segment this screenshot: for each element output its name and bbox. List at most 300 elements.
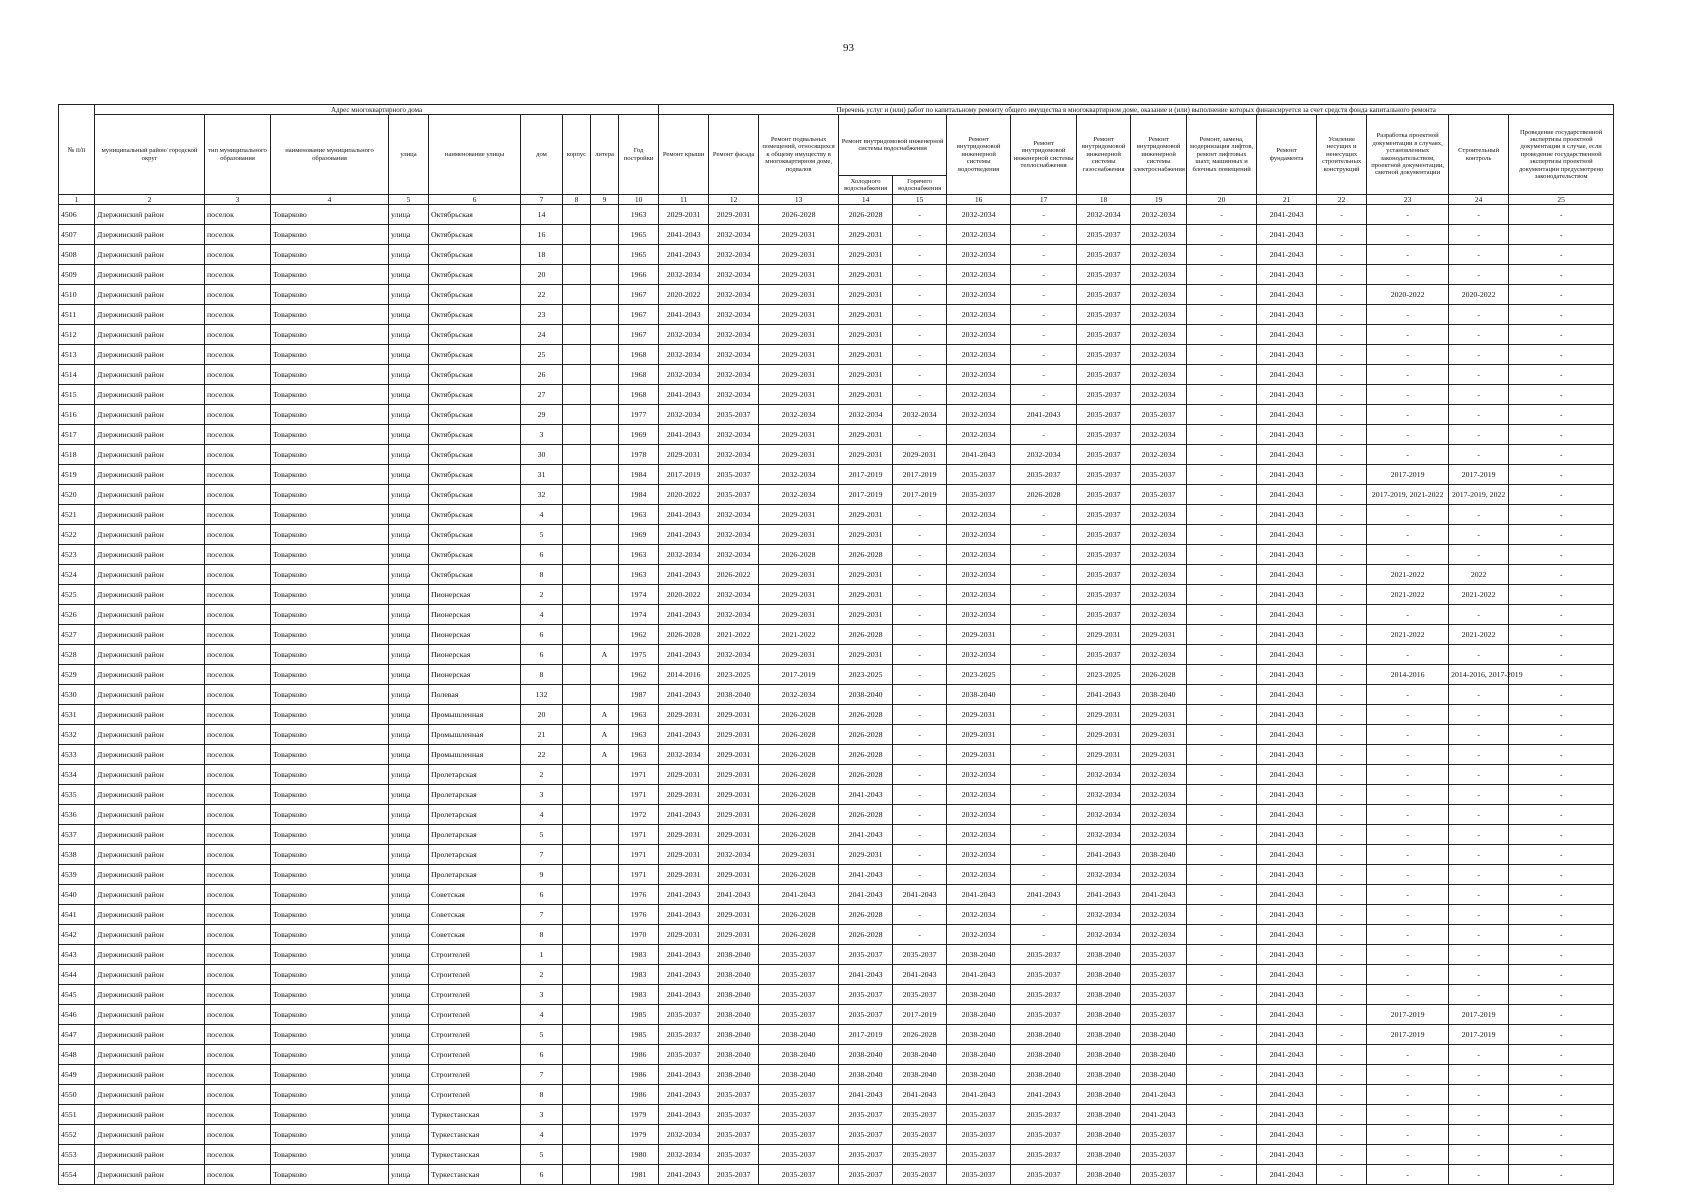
table-cell: - [1187,585,1257,605]
table-cell: 2041-2043 [839,785,893,805]
table-cell: 3 [521,1105,563,1125]
table-cell: 2032-2034 [1131,325,1187,345]
table-cell: 1976 [619,885,659,905]
table-cell: 1971 [619,765,659,785]
table-cell: 3 [521,425,563,445]
table-cell: поселок [205,285,271,305]
table-cell: Октябрьская [429,485,521,505]
table-cell: 2041-2043 [893,1085,947,1105]
table-cell: 2017-2019, 2022 [1449,485,1509,505]
table-cell [591,325,619,345]
table-cell: - [1509,585,1614,605]
table-cell: 2041-2043 [659,905,709,925]
table-cell: 2032-2034 [759,405,839,425]
table-row [59,425,1614,445]
table-cell: 2032-2034 [947,765,1011,785]
table-cell: 1979 [619,1125,659,1145]
table-cell: 2032-2034 [709,385,759,405]
table-cell [563,485,591,505]
table-cell: 1963 [619,205,659,225]
column-number: 6 [429,195,521,205]
table-cell: Строителей [429,945,521,965]
table-cell: 2041-2043 [759,885,839,905]
table-cell: 2038-2040 [709,685,759,705]
table-cell: 2029-2031 [659,765,709,785]
table-cell: 2041-2043 [1131,885,1187,905]
table-cell: 1986 [619,1045,659,1065]
table-cell: - [1509,865,1614,885]
table-cell: 26 [521,365,563,385]
table-cell: - [1011,345,1077,365]
table-cell: 2035-2037 [759,985,839,1005]
table-cell: 2035-2037 [839,1105,893,1125]
header-foundation: Ремонт фундамента [1257,115,1317,195]
table-cell [563,205,591,225]
table-cell: 2035-2037 [1077,405,1131,425]
table-cell: 2041-2043 [1131,1105,1187,1125]
table-cell: 2017-2019 [893,465,947,485]
table-cell: 2029-2031 [1077,625,1131,645]
table-cell: Промышленная [429,725,521,745]
table-cell: 2038-2040 [1077,1065,1131,1085]
table-cell: 2032-2034 [947,285,1011,305]
table-cell: 2041-2043 [659,605,709,625]
table-cell: 2026-2028 [759,925,839,945]
table-body [59,205,1614,1185]
table-cell: Октябрьская [429,545,521,565]
table-cell: Товарково [271,225,389,245]
table-cell: 2032-2034 [1131,865,1187,885]
table-cell: 4510 [59,285,95,305]
table-cell: - [1187,345,1257,365]
table-row [59,245,1614,265]
table-cell: 2038-2040 [947,1045,1011,1065]
table-cell: Октябрьская [429,465,521,485]
table-cell: - [1449,1085,1509,1105]
table-cell: Товарково [271,965,389,985]
table-cell: - [1367,225,1449,245]
table-cell [591,785,619,805]
table-cell: - [1509,545,1614,565]
table-cell [591,965,619,985]
table-cell: 2021-2022 [1367,585,1449,605]
table-cell: 4513 [59,345,95,365]
table-cell: 1971 [619,865,659,885]
table-cell: 2029-2031 [759,385,839,405]
table-cell: 2029-2031 [709,765,759,785]
table-cell: - [1187,465,1257,485]
table-cell: 2032-2034 [947,245,1011,265]
table-cell: улица [389,945,429,965]
table-cell: 4 [521,605,563,625]
table-cell: - [1187,945,1257,965]
table-cell: 2026-2028 [659,625,709,645]
table-cell: 2035-2037 [759,945,839,965]
table-cell: 4 [521,1125,563,1145]
table-cell: Строителей [429,1025,521,1045]
table-cell: Дзержинский район [95,725,205,745]
table-cell: Дзержинский район [95,965,205,985]
table-cell [563,465,591,485]
table-cell: 4525 [59,585,95,605]
table-cell: - [1317,925,1367,945]
table-cell: - [1509,825,1614,845]
table-cell: улица [389,785,429,805]
table-cell: 2041-2043 [1257,325,1317,345]
table-cell: 2029-2031 [659,205,709,225]
table-cell: - [1187,725,1257,745]
table-cell: 2035-2037 [759,1145,839,1165]
table-cell: 31 [521,465,563,485]
table-cell: поселок [205,805,271,825]
table-row [59,685,1614,705]
table-cell: - [1449,305,1509,325]
table-cell: 2041-2043 [709,885,759,905]
table-cell: 30 [521,445,563,465]
table-cell: 2035-2037 [893,1145,947,1165]
table-cell: 2035-2037 [839,1005,893,1025]
table-cell [563,705,591,725]
table-cell: - [1509,625,1614,645]
table-cell: 4520 [59,485,95,505]
table-cell: - [1011,265,1077,285]
table-cell: 2041-2043 [1257,705,1317,725]
header-elevator: Ремонт, замена, модернизация лифтов, ремонт лифтовых шахт, машинных и блочных помещений [1187,115,1257,195]
table-cell: 2029-2031 [839,365,893,385]
table-cell: Дзержинский район [95,585,205,605]
table-cell: - [1317,1125,1367,1145]
table-cell: - [1187,1165,1257,1185]
table-cell: 2035-2037 [1077,425,1131,445]
table-cell: - [1011,925,1077,945]
table-cell: 2041-2043 [659,1165,709,1185]
table-cell: 2029-2031 [759,325,839,345]
table-cell: поселок [205,505,271,525]
table-cell: - [1449,405,1509,425]
table-cell: 2023-2025 [709,665,759,685]
table-cell: поселок [205,825,271,845]
table-cell: 1968 [619,365,659,385]
table-cell: 2029-2031 [759,845,839,865]
table-cell [563,625,591,645]
column-number: 20 [1187,195,1257,205]
table-cell: 2032-2034 [1131,225,1187,245]
table-cell: 2021-2022 [1449,625,1509,645]
table-cell [563,565,591,585]
table-cell: 2021-2022 [1449,585,1509,605]
table-cell: - [1509,1165,1614,1185]
table-row [59,505,1614,525]
table-cell: - [1317,605,1367,625]
table-cell: 2029-2031 [709,785,759,805]
table-cell: Товарково [271,245,389,265]
table-cell: - [1011,845,1077,865]
table-cell: 2029-2031 [759,245,839,265]
table-cell: Дзержинский район [95,345,205,365]
table-row [59,885,1614,905]
table-cell: Товарково [271,885,389,905]
table-cell: улица [389,965,429,985]
table-cell: 2035-2037 [709,1145,759,1165]
table-cell: 2035-2037 [1131,965,1187,985]
table-cell: улица [389,305,429,325]
table-cell: 1983 [619,945,659,965]
table-cell: улица [389,685,429,705]
table-cell: - [893,925,947,945]
table-cell: 2038-2040 [1011,1025,1077,1045]
table-cell: 2038-2040 [1077,1005,1131,1025]
table-cell: 5 [521,1145,563,1165]
table-cell: - [1449,1125,1509,1145]
table-cell: Дзержинский район [95,885,205,905]
table-cell: улица [389,565,429,585]
table-cell: 22 [521,745,563,765]
table-cell: улица [389,645,429,665]
table-cell: 2017-2019 [1367,465,1449,485]
table-cell [563,385,591,405]
table-cell: Товарково [271,1065,389,1085]
table-cell: - [1187,965,1257,985]
table-cell: 2041-2043 [1257,665,1317,685]
table-cell: 2029-2031 [659,445,709,465]
table-cell: - [1187,685,1257,705]
table-cell: - [1187,225,1257,245]
table-cell: 2017-2019 [839,485,893,505]
table-cell: - [1011,585,1077,605]
header-works-group: Перечень услуг и (или) работ по капитальному ремонту общего имущества в многоквартирном доме, оказание и (или) выполнение которых финансируется за счет средств фонда капитального ремонта [659,105,1614,115]
table-cell: 2041-2043 [659,965,709,985]
table-cell: - [893,625,947,645]
table-cell: Дзержинский район [95,945,205,965]
table-cell: 2032-2034 [709,585,759,605]
table-cell: 2032-2034 [659,365,709,385]
table-cell: Строителей [429,985,521,1005]
table-cell: - [1367,945,1449,965]
table-cell: 2026-2028 [839,725,893,745]
table-cell: 2032-2034 [709,845,759,865]
table-cell: улица [389,765,429,785]
table-cell: 2032-2034 [947,825,1011,845]
table-cell: Товарково [271,285,389,305]
table-cell: - [1367,1125,1449,1145]
table-cell: 2041-2043 [1257,365,1317,385]
table-cell: 2026-2028 [839,545,893,565]
table-cell: улица [389,885,429,905]
table-cell: поселок [205,1065,271,1085]
table-cell: 2035-2037 [1077,325,1131,345]
table-cell: - [1187,925,1257,945]
table-cell: поселок [205,645,271,665]
table-cell: - [1509,345,1614,365]
table-cell: 2035-2037 [839,1145,893,1165]
table-cell: - [1317,1005,1367,1025]
table-cell: поселок [205,365,271,385]
table-cell: - [1449,925,1509,945]
table-cell: 4528 [59,645,95,665]
table-cell: - [1449,825,1509,845]
table-cell: поселок [205,1165,271,1185]
table-cell: - [893,805,947,825]
table-cell: Товарково [271,425,389,445]
table-cell: 2041-2043 [1257,385,1317,405]
table-cell: - [1011,545,1077,565]
table-cell: - [1509,1045,1614,1065]
table-cell: 4526 [59,605,95,625]
table-cell: Товарково [271,505,389,525]
table-cell: Дзержинский район [95,1005,205,1025]
table-cell [591,885,619,905]
table-cell: Октябрьская [429,245,521,265]
table-cell: 2029-2031 [839,585,893,605]
table-cell: 2041-2043 [1257,565,1317,585]
table-cell: Строителей [429,1005,521,1025]
table-cell: 2041-2043 [1257,1105,1317,1125]
table-cell [591,225,619,245]
table-cell: 1969 [619,425,659,445]
table-cell: поселок [205,845,271,865]
table-cell [591,1125,619,1145]
table-cell: Дзержинский район [95,665,205,685]
table-row [59,525,1614,545]
table-cell: 2035-2037 [1077,485,1131,505]
table-cell: Дзержинский район [95,825,205,845]
table-cell: 2032-2034 [947,305,1011,325]
table-cell: - [893,745,947,765]
table-cell: 2041-2043 [1257,465,1317,485]
table-cell: - [1509,1105,1614,1125]
table-cell: - [1449,425,1509,445]
table-cell [563,885,591,905]
table-cell: 2032-2034 [659,325,709,345]
table-cell: Дзержинский район [95,805,205,825]
table-cell: 2021-2022 [709,625,759,645]
table-cell: поселок [205,545,271,565]
table-row [59,305,1614,325]
table-cell: 2029-2031 [1131,705,1187,725]
table-cell: 2029-2031 [839,525,893,545]
table-cell: - [1449,945,1509,965]
table-cell: 2041-2043 [1257,685,1317,705]
table-cell: Дзержинский район [95,605,205,625]
table-cell: Дзержинский район [95,1105,205,1125]
table-cell: 2038-2040 [1011,1045,1077,1065]
table-cell: 2038-2040 [839,1065,893,1085]
table-cell: 4507 [59,225,95,245]
table-cell: 2026-2028 [759,745,839,765]
table-cell: 2017-2019 [1449,1005,1509,1025]
table-cell: - [1317,865,1367,885]
table-cell: - [1317,325,1367,345]
table-cell: - [1317,505,1367,525]
table-cell: 1976 [619,905,659,925]
table-cell: - [1187,1125,1257,1145]
table-cell: 2029-2031 [759,425,839,445]
table-cell: 2029-2031 [839,325,893,345]
table-cell [563,585,591,605]
table-cell: 2035-2037 [947,1105,1011,1125]
table-cell: Советская [429,925,521,945]
header-korpus: корпус [563,115,591,195]
table-cell: 2035-2037 [1131,985,1187,1005]
table-cell: улица [389,485,429,505]
table-cell [591,1105,619,1125]
table-cell: 1971 [619,845,659,865]
table-cell: 1970 [619,925,659,945]
table-cell: Пролетарская [429,805,521,825]
table-cell: 2029-2031 [839,385,893,405]
table-cell: 2029-2031 [709,745,759,765]
table-cell: - [893,865,947,885]
table-cell: Пионерская [429,645,521,665]
table-cell [563,645,591,665]
table-row [59,585,1614,605]
table-cell: 2041-2043 [1257,1005,1317,1025]
header-expertise: Проведение государственной экспертизы проектной документации в случае, если проведение государственной экспертизы проектной документации предусмотрено законодательством [1509,115,1614,195]
table-row [59,345,1614,365]
table-cell: 2032-2034 [947,425,1011,445]
table-cell: поселок [205,665,271,685]
table-cell: - [1317,405,1367,425]
table-cell: 2035-2037 [839,985,893,1005]
table-cell: - [1509,665,1614,685]
header-year: Год постройки [619,115,659,195]
table-cell: 2029-2031 [759,265,839,285]
table-cell: Туркестанская [429,1105,521,1125]
table-cell: поселок [205,965,271,985]
header-litera: литера [591,115,619,195]
table-cell: поселок [205,245,271,265]
table-cell: - [1317,225,1367,245]
table-cell: - [1449,245,1509,265]
table-cell: 2029-2031 [839,565,893,585]
table-cell: 2032-2034 [709,425,759,445]
table-cell: 2032-2034 [1131,445,1187,465]
table-cell: 2026-2028 [759,805,839,825]
table-cell: 2032-2034 [709,245,759,265]
table-cell: 4542 [59,925,95,945]
table-cell: - [1011,645,1077,665]
table-cell: - [1187,205,1257,225]
header-power: Ремонт внутридомовой инженерной системы электроснабжения [1131,115,1187,195]
table-cell: 2029-2031 [947,725,1011,745]
table-cell: 2032-2034 [709,305,759,325]
table-cell: - [1509,705,1614,725]
header-mo-name: наименование муниципального образования [271,115,389,195]
table-cell: - [1187,905,1257,925]
table-cell: поселок [205,345,271,365]
table-cell: Товарково [271,1005,389,1025]
table-row [59,845,1614,865]
table-cell: - [1449,685,1509,705]
table-cell: поселок [205,765,271,785]
table-cell: поселок [205,1045,271,1065]
table-cell: - [1509,305,1614,325]
table-cell: - [893,385,947,405]
table-cell: 2041-2043 [1257,945,1317,965]
table-cell: Товарково [271,445,389,465]
table-cell: 2041-2043 [1257,1045,1317,1065]
table-row [59,265,1614,285]
table-cell [563,965,591,985]
table-cell: улица [389,445,429,465]
table-cell: Строителей [429,1045,521,1065]
table-cell: - [1509,925,1614,945]
table-cell: 2041-2043 [947,965,1011,985]
table-cell: - [1449,525,1509,545]
table-cell: улица [389,1005,429,1025]
column-number: 17 [1011,195,1077,205]
table-cell: 3 [521,785,563,805]
